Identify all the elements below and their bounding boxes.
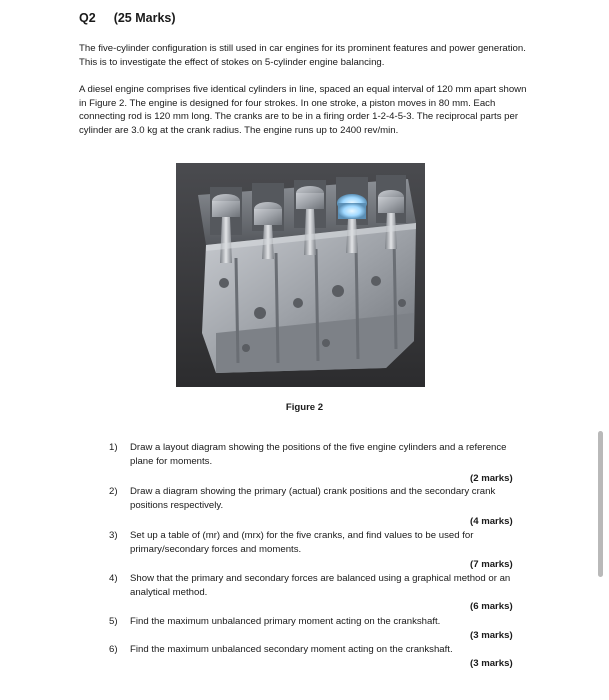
item-number: 1) (109, 442, 118, 453)
item-number: 5) (109, 616, 118, 627)
figure-caption: Figure 2 (285, 402, 324, 413)
item-text: Draw a diagram showing the primary (actual) crank positions and the secondary crank positions respectively. (130, 486, 496, 511)
question-item-6 (109, 643, 525, 657)
item-number: 2) (109, 486, 118, 497)
item-marks-5: (3 marks) (470, 630, 513, 641)
item-number: 3) (109, 530, 118, 541)
question-item-2 (109, 485, 525, 513)
question-item-3 (109, 529, 525, 557)
question-header (79, 11, 176, 25)
item-marks-4: (6 marks) (470, 601, 513, 612)
item-text: Find the maximum unbalanced secondary moment acting on the crankshaft. (130, 644, 453, 655)
item-text: Find the maximum unbalanced primary moment acting on the crankshaft. (130, 616, 441, 627)
question-item-1 (109, 441, 525, 469)
item-number: 4) (109, 573, 118, 584)
item-text: Show that the primary and secondary forces are balanced using a graphical method or an analytical method. (130, 573, 511, 598)
engine-block-illustration (176, 163, 425, 387)
question-item-5 (109, 615, 525, 629)
item-marks-6: (3 marks) (470, 658, 513, 669)
question-number: Q2 (79, 11, 96, 25)
item-marks-1: (2 marks) (470, 473, 513, 484)
intro-paragraph: The five-cylinder configuration is still used in car engines for its prominent features and power generation. This is to investigate the effect of stokes on 5-cylinder engine balancing. (79, 43, 526, 68)
item-text: Draw a layout diagram showing the positions of the five engine cylinders and a reference plane for moments. (130, 442, 507, 467)
question-total-marks: (25 Marks) (113, 11, 176, 25)
description-paragraph: A diesel engine comprises five identical cylinders in line, spaced an equal interval of 120 mm apart shown in Figure 2. The engine is designed for four strokes. In one stroke, a piston moves in 80 mm. Each connecting rod is 120 mm long. The cranks are to be in a firing order 1-2-4-5-3. The reciprocal parts per cylinder are 3.0 kg at the crank radius. The engine runs up to 2400 rev/min. (79, 84, 527, 136)
item-text: Set up a table of (mr) and (mrx) for the five cranks, and find values to be used for primary/secondary forces and moments. (130, 530, 474, 555)
item-marks-2: (4 marks) (470, 516, 513, 527)
engine-block-figure (176, 163, 425, 387)
vertical-scrollbar[interactable] (598, 431, 603, 577)
item-number: 6) (109, 644, 118, 655)
item-marks-3: (7 marks) (470, 559, 513, 570)
question-item-4 (109, 572, 525, 600)
